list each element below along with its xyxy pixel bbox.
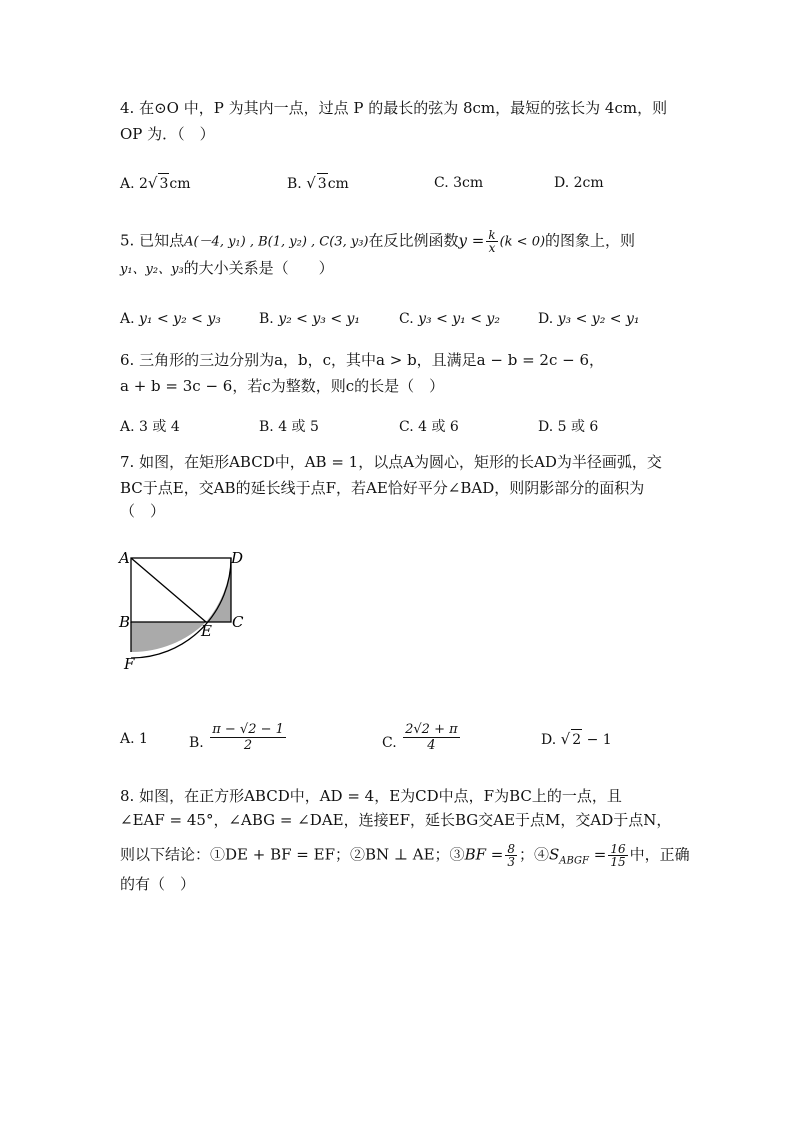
q6-option-a: A. 3 或 4 bbox=[120, 419, 180, 435]
q7-option-a: A. 1 bbox=[120, 731, 148, 747]
q5-option-d: D. y₃ < y₂ < y₁ bbox=[538, 311, 640, 327]
q7-figure bbox=[115, 545, 255, 680]
shaded-region-lower bbox=[131, 622, 206, 652]
q4-option-a: A. 2√ 3cm bbox=[120, 174, 191, 192]
label-d: D bbox=[231, 549, 244, 567]
q4-line1: 4. 在⊙O 中，P 为其内一点，过点 P 的最长的弦为 8cm，最短的弦长为 4cm，则 bbox=[120, 99, 668, 117]
q6-line1: 6. 三角形的三边分别为a，b，c，其中a > b，且满足a − b = 2c − 6， bbox=[120, 351, 605, 369]
shaded-region-right bbox=[206, 558, 231, 622]
q7-line1: 7. 如图，在矩形ABCD中，AB = 1，以点A为圆心，矩形的长AD为半径画弧，交 bbox=[120, 453, 662, 471]
q4-line2: OP 为．（ ） bbox=[120, 125, 215, 143]
q4-option-c: C. 3cm bbox=[434, 175, 484, 191]
label-e: E bbox=[201, 622, 212, 640]
q8-line4: 的有（ ） bbox=[120, 875, 196, 893]
q8-line2: ∠EAF = 45°，∠ABG = ∠DAE，连接EF，延长BG交AE于点M，交AD于点N， bbox=[120, 811, 672, 829]
q7-option-b: B. $\frac{\pi - √2 - 1}{2}$ bbox=[189, 722, 284, 753]
q7-option-d: D. √ 2 − 1 bbox=[541, 730, 612, 748]
q8-line3: 则以下结论：①DE + BF = EF；②BN ⊥ AE；③BF = $\frac{8}{3}$ ；$④S_{ABGF}$ = $\frac{16}{15}$ 中，正确 bbox=[120, 842, 690, 869]
q5-option-b: B. y₂ < y₃ < y₁ bbox=[259, 311, 361, 327]
q5-line2: y₁、y₂、y₃的大小关系是（ ） bbox=[120, 259, 334, 277]
q4-option-b: B. √ 3cm bbox=[287, 174, 349, 192]
label-b: B bbox=[119, 613, 131, 631]
q7-option-c: C. $\frac{2√2 + \pi}{4}$ bbox=[382, 722, 458, 753]
label-a: A bbox=[119, 549, 130, 567]
label-c: C bbox=[232, 613, 244, 631]
q5-line1: 5. 已知点A(－4, y₁) , B(1, y₂) , C(3, y₃)在反比例函数y = $\frac{k}{x}$ (k < 0)的图象上，则 bbox=[120, 228, 636, 255]
q4-option-d: D. 2cm bbox=[554, 175, 604, 191]
q8-line1: 8. 如图，在正方形ABCD中，AD = 4，E为CD中点，F为BC上的一点，且 bbox=[120, 787, 622, 805]
q5-option-c: C. y₃ < y₁ < y₂ bbox=[399, 311, 500, 327]
label-f: F bbox=[124, 655, 135, 673]
q5-option-a: A. y₁ < y₂ < y₃ bbox=[120, 311, 221, 327]
q6-line2: a + b = 3c − 6，若c为整数，则c的长是（ ） bbox=[120, 377, 445, 395]
q7-line2: BC于点E，交AB的延长线于点F，若AE恰好平分∠BAD，则阴影部分的面积为 bbox=[120, 479, 645, 497]
q7-line3: （ ） bbox=[120, 502, 166, 520]
q6-option-c: C. 4 或 6 bbox=[399, 419, 459, 435]
q6-option-b: B. 4 或 5 bbox=[259, 419, 319, 435]
q6-option-d: D. 5 或 6 bbox=[538, 419, 599, 435]
segment-ae bbox=[131, 558, 206, 622]
